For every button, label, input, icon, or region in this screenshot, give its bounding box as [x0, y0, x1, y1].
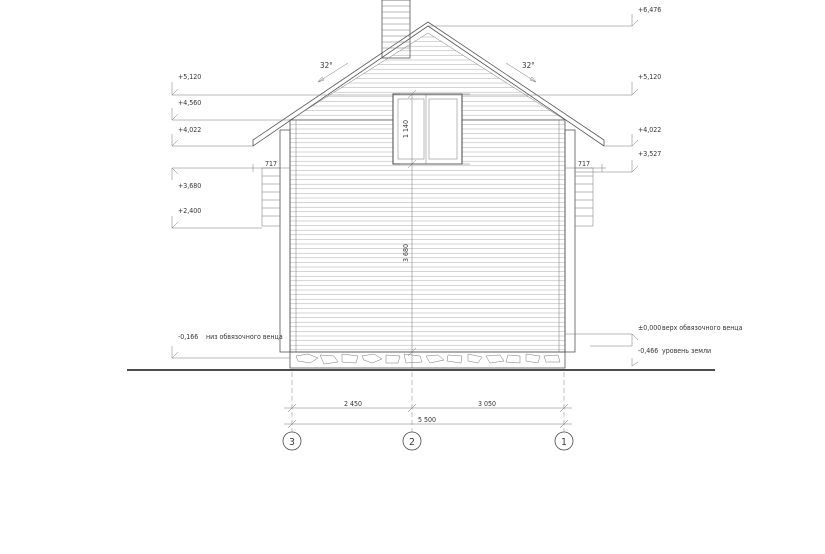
level-3527: +3,527 [638, 150, 662, 158]
wall-siding [290, 37, 565, 350]
level-2400: +2,400 [178, 207, 202, 215]
axis-bubble-2 [403, 432, 421, 450]
axis-label-1: 1 [561, 437, 567, 448]
level-ridge: +6,476 [638, 6, 662, 14]
span-total-dim: 5 500 [418, 416, 437, 424]
level-zero: ±0,000 [638, 324, 662, 332]
level-ground-note: уровень земли [662, 347, 712, 355]
chimney [382, 0, 410, 58]
axis-label-2: 2 [409, 437, 415, 448]
foundation [290, 352, 565, 368]
level-top-left: +5,120 [178, 73, 202, 81]
span-right-dim: 3 050 [478, 400, 497, 408]
level-3680: +3,680 [178, 182, 202, 190]
level-4560: +4,560 [178, 99, 202, 107]
level-zero-note: верх обвязочного венца [662, 324, 743, 332]
span-left-dim: 2 450 [344, 400, 363, 408]
window-height-dim: 1 140 [402, 119, 410, 138]
log-ends-right [575, 168, 593, 226]
axis-bubble-3 [283, 432, 301, 450]
axis-label-3: 3 [289, 437, 295, 448]
overhang-right-dim: 717 [578, 160, 591, 168]
level-low-left: -0,166 [178, 333, 199, 341]
wall-height-dim: 3 680 [402, 243, 410, 262]
level-4022-right: +4,022 [638, 126, 662, 134]
axis-bubble-1 [555, 432, 573, 450]
level-ground: -0,466 [638, 347, 659, 355]
roof-angle-right: 32° [522, 61, 535, 70]
level-low-left-note: низ обвязочного венца [206, 333, 283, 341]
level-top-right: +5,120 [638, 73, 662, 81]
roof-angle-left: 32° [320, 61, 333, 70]
level-4022-left: +4,022 [178, 126, 202, 134]
log-ends-left [262, 168, 280, 226]
overhang-left-dim: 717 [265, 160, 278, 168]
overhang-dims [248, 164, 606, 172]
